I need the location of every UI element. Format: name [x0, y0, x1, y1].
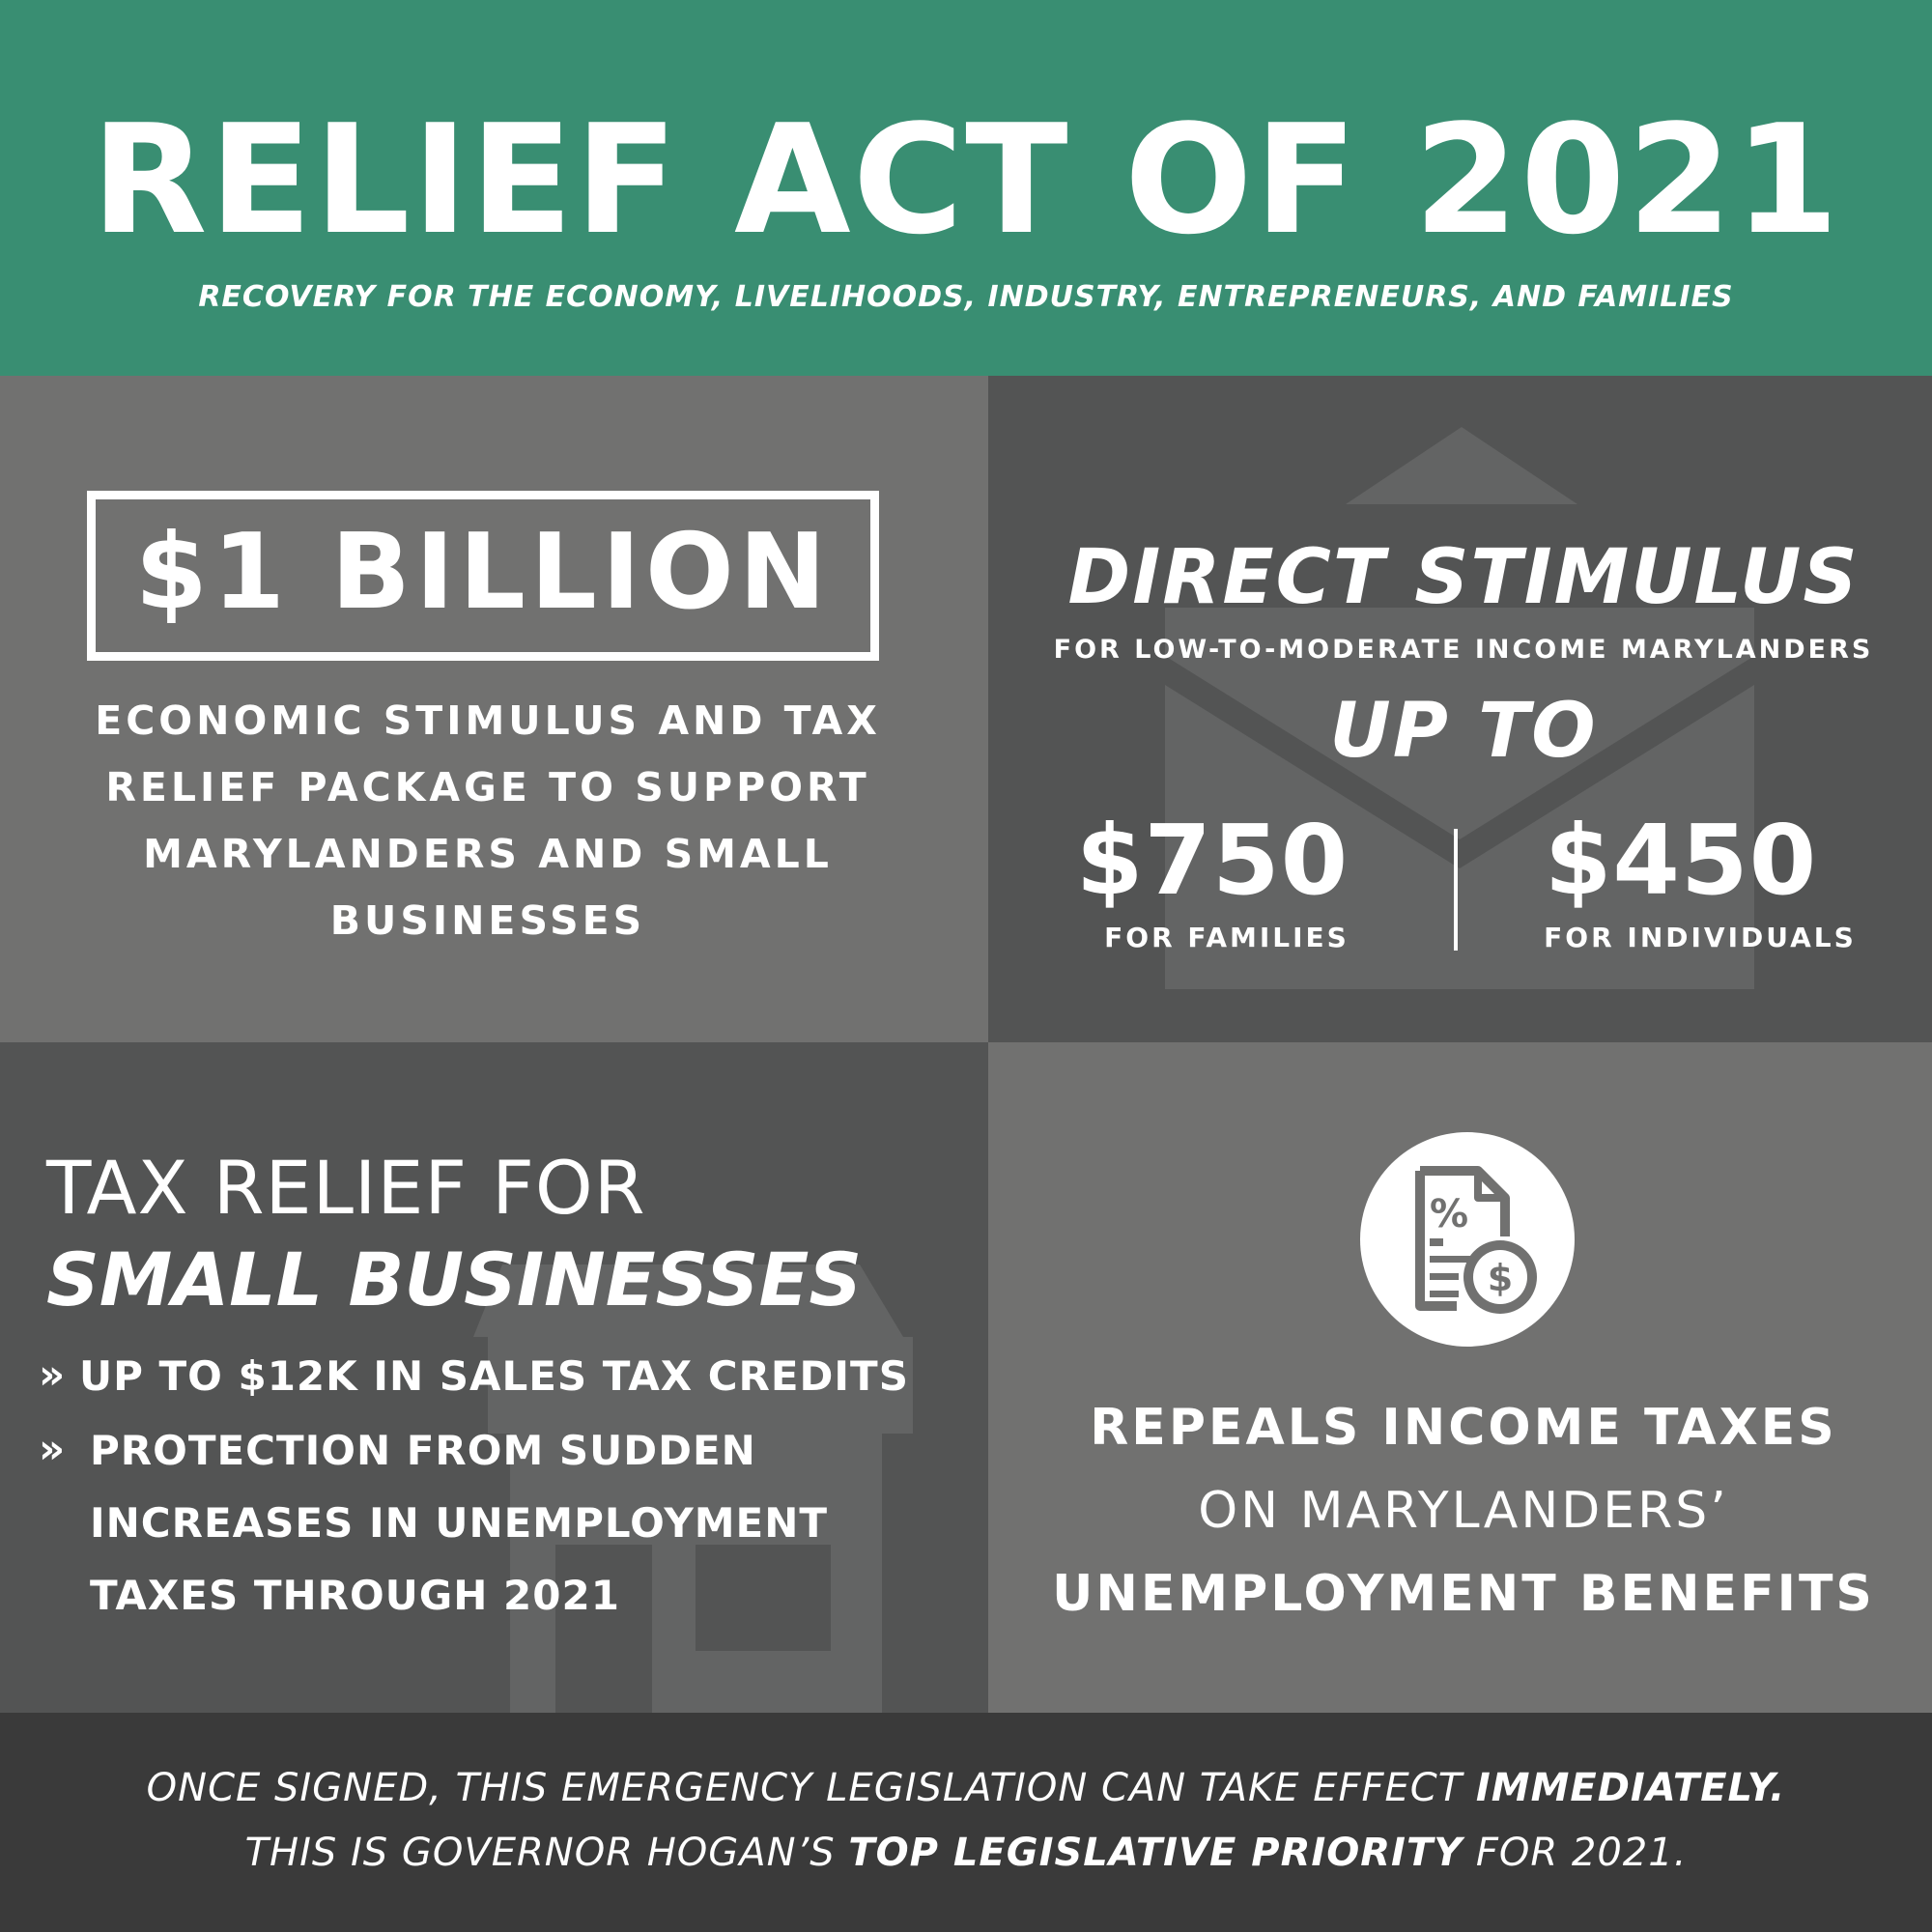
income-tax-line-2: ON MARYLANDERS’: [1198, 1482, 1729, 1540]
bullet-marker-1: »: [39, 1350, 67, 1398]
stimulus-subtitle: FOR LOW-TO-MODERATE INCOME MARYLANDERS: [1053, 635, 1874, 665]
tax-document-icon: [1360, 1132, 1575, 1347]
bullet-marker-2: »: [39, 1425, 67, 1472]
footer-line-1: [0, 1766, 1932, 1810]
bullet-unemployment-line-2: INCREASES IN UNEMPLOYMENT: [90, 1499, 829, 1547]
footer-line-2: [0, 1831, 1932, 1875]
families-amount: $750: [1075, 804, 1350, 917]
small-business-title-line-1: TAX RELIEF FOR: [46, 1145, 646, 1231]
bullet-sales-tax-credits: UP TO $12K IN SALES TAX CREDITS: [79, 1352, 909, 1400]
billion-line-1: ECONOMIC STIMULUS AND TAX: [95, 697, 881, 744]
billion-line-3: MARYLANDERS AND SMALL: [143, 831, 833, 877]
income-tax-line-3: UNEMPLOYMENT BENEFITS: [1052, 1565, 1875, 1623]
footer-line-2-emphasis: TOP LEGISLATIVE PRIORITY: [848, 1831, 1463, 1875]
bullet-unemployment-line-1: PROTECTION FROM SUDDEN: [90, 1427, 756, 1474]
svg-text:$: $: [1487, 1257, 1514, 1299]
income-tax-line-1: REPEALS INCOME TAXES: [1090, 1399, 1837, 1457]
footer-line-2-text-end: FOR 2021.: [1463, 1831, 1688, 1875]
individuals-label: FOR INDIVIDUALS: [1544, 922, 1857, 953]
families-label: FOR FAMILIES: [1104, 922, 1350, 953]
amount-divider: [1454, 829, 1458, 951]
footer-line-1-text: ONCE SIGNED, THIS EMERGENCY LEGISLATION CAN TAKE EFFECT: [146, 1766, 1476, 1810]
footer-line-2-text-start: THIS IS GOVERNOR HOGAN’S: [244, 1831, 849, 1875]
page-title: RELIEF ACT OF 2021: [91, 92, 1841, 268]
stimulus-title: DIRECT STIMULUS: [1067, 534, 1860, 621]
bullet-unemployment-line-3: TAXES THROUGH 2021: [90, 1572, 620, 1619]
billion-headline: $1 BILLION: [134, 512, 832, 633]
footer-banner: [0, 1713, 1932, 1932]
page-subtitle: RECOVERY FOR THE ECONOMY, LIVELIHOODS, INDUSTRY, ENTREPRENEURS, AND FAMILIES: [198, 280, 1734, 314]
footer-line-1-emphasis: IMMEDIATELY.: [1475, 1766, 1786, 1810]
individuals-amount: $450: [1544, 804, 1818, 917]
billion-line-4: BUSINESSES: [329, 897, 646, 944]
svg-text:%: %: [1430, 1192, 1469, 1236]
billion-line-2: RELIEF PACKAGE TO SUPPORT: [105, 764, 870, 810]
stimulus-up-to: UP TO: [1329, 688, 1598, 775]
small-business-title-line-2: SMALL BUSINESSES: [46, 1236, 863, 1322]
